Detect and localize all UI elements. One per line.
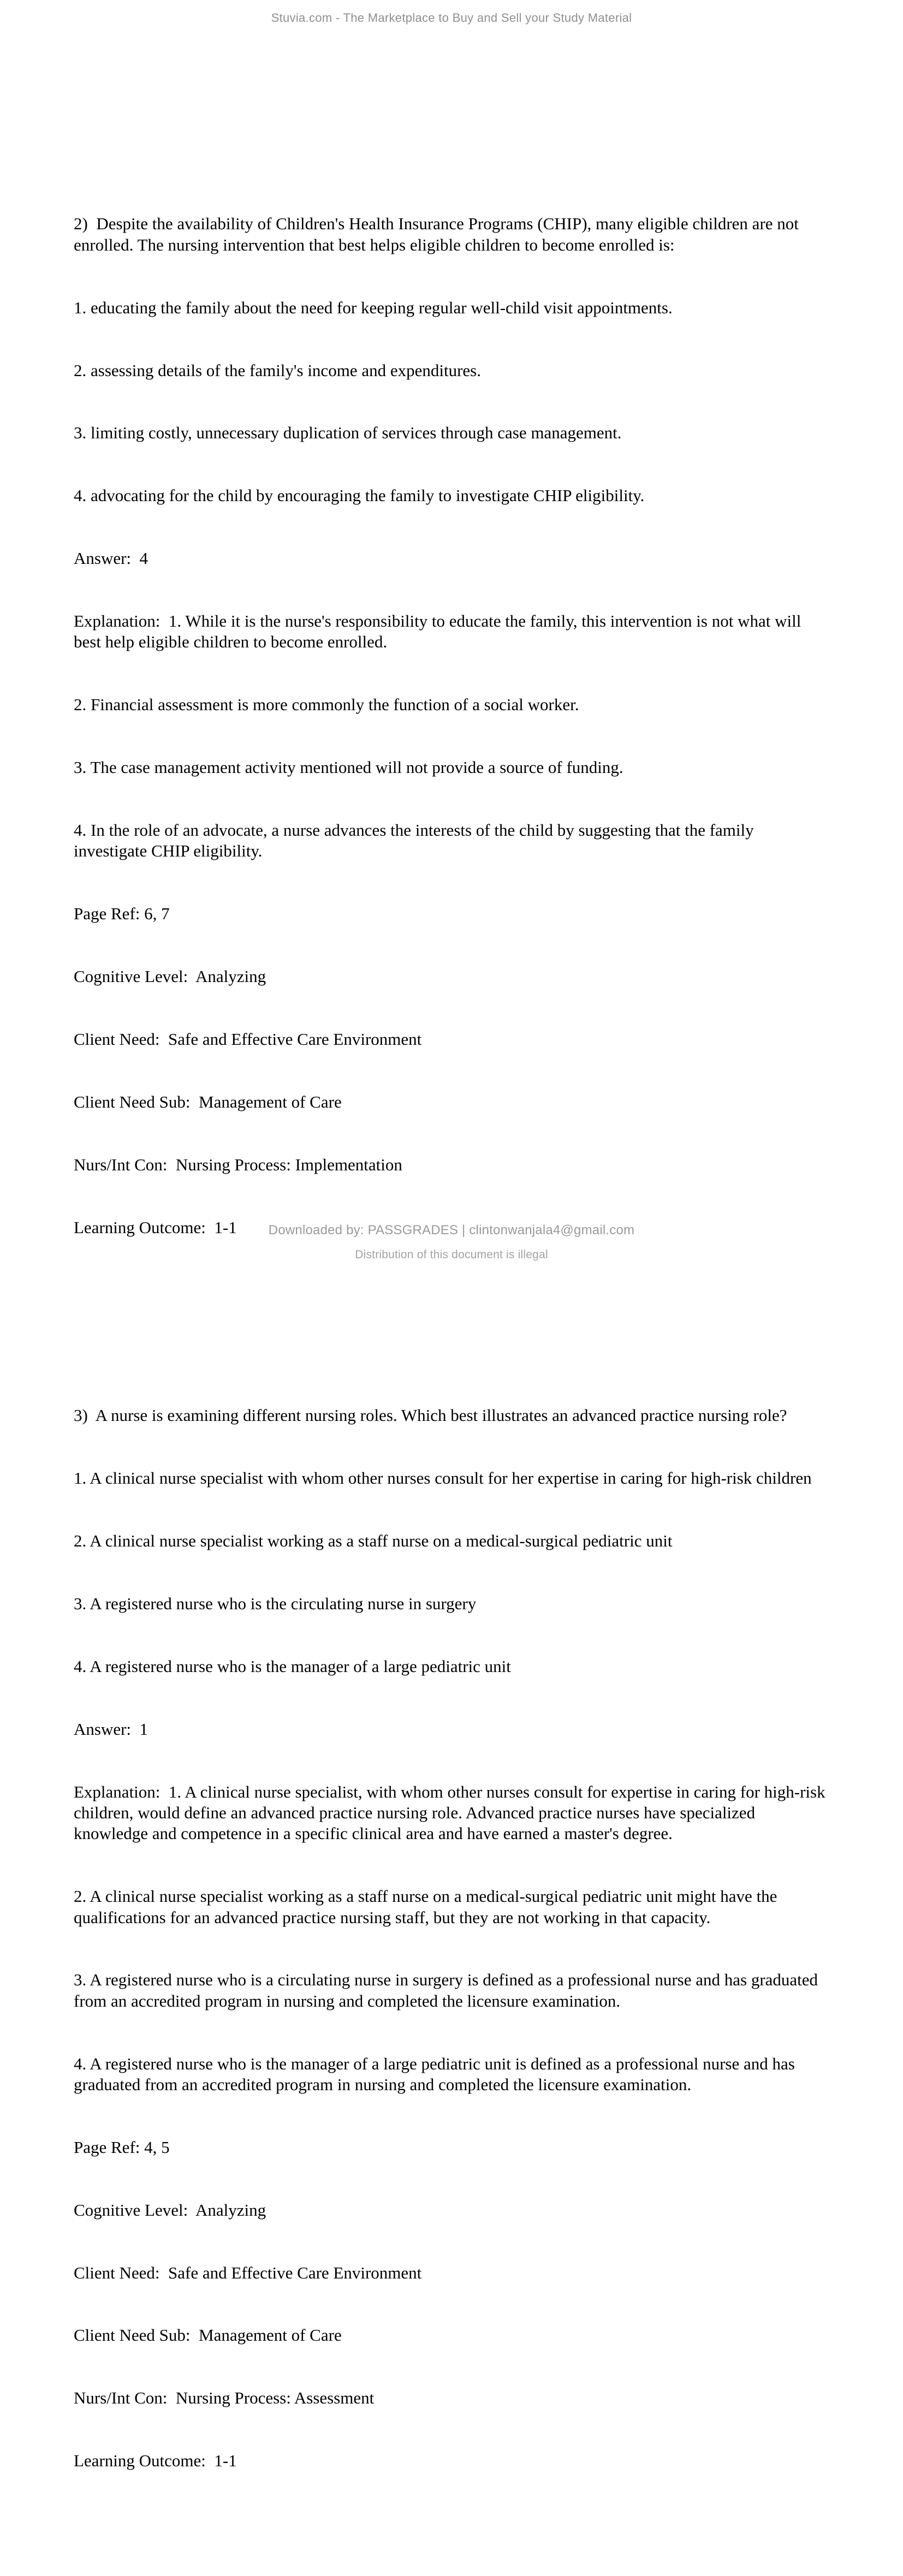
question-3-option-1: 1. A clinical nurse specialist with whom other nurses consult for her expertise in caring for high-risk children	[74, 1468, 812, 1488]
question-2-explanation-1: Explanation: 1. While it is the nurse's responsibility to educate the family, this intervention is not what will best help eligible children to become enrolled.	[74, 611, 806, 652]
question-3-client-need: Client Need: Safe and Effective Care Environment	[74, 2263, 422, 2282]
question-2-page-ref: Page Ref: 6, 7	[74, 904, 170, 924]
question-3-option-2: 2. A clinical nurse specialist working as a staff nurse on a medical-surgical pediatric unit	[74, 1531, 673, 1551]
question-2-client-need-sub: Client Need Sub: Management of Care	[74, 1092, 342, 1111]
question-3-cognitive-level: Cognitive Level: Analyzing	[74, 2200, 266, 2220]
question-3-client-need-sub: Client Need Sub: Management of Care	[74, 2325, 342, 2345]
question-3-nurs-int-con: Nurs/Int Con: Nursing Process: Assessment	[74, 2388, 375, 2408]
question-3-explanation-2: 2. A clinical nurse specialist working as a staff nurse on a medical-surgical pediatric unit might have the qualifications for an advanced practice nursing staff, but they are not working in that capacity.	[74, 1887, 782, 1927]
question-3-answer: Answer: 1	[74, 1719, 148, 1739]
question-3-page-ref: Page Ref: 4, 5	[74, 2137, 170, 2157]
question-2-explanation-3: 3. The case management activity mentioned will not provide a source of funding.	[74, 758, 623, 777]
footer-warning: Distribution of this document is illegal	[355, 1248, 548, 1261]
question-3-option-4: 4. A registered nurse who is the manager of a large pediatric unit	[74, 1656, 511, 1676]
question-2-client-need: Client Need: Safe and Effective Care Environment	[74, 1030, 422, 1049]
question-3-explanation-3: 3. A registered nurse who is a circulating nurse in surgery is defined as a professional nurse and has graduated from an accredited program in nursing and completed the licensure examination.	[74, 1970, 822, 2010]
question-2-nurs-int-con: Nurs/Int Con: Nursing Process: Implementation	[74, 1155, 402, 1174]
question-3-explanation-4: 4. A registered nurse who is the manager of a large pediatric unit is defined as a professional nurse and has graduated from an accredited program in nursing and completed the licensure examination.	[74, 2054, 799, 2094]
question-2-option-4: 4. advocating for the child by encouraging the family to investigate CHIP eligibility.	[74, 486, 645, 505]
question-2-option-2: 2. assessing details of the family's income and expenditures.	[74, 360, 481, 380]
question-2-cognitive-level: Cognitive Level: Analyzing	[74, 967, 266, 986]
question-block-3	[74, 1364, 829, 2513]
question-block-2	[74, 172, 829, 1280]
question-3-learning-outcome: Learning Outcome: 1-1	[74, 2451, 237, 2471]
question-3-stem: 3) A nurse is examining different nursing roles. Which best illustrates an advanced practice nursing role?	[74, 1406, 787, 1425]
question-2-explanation-4: 4. In the role of an advocate, a nurse advances the interests of the child by suggesting that the family investigate CHIP eligibility.	[74, 820, 758, 861]
footer-downloaded-by: Downloaded by: PASSGRADES | clintonwanjala4@gmail.com	[268, 1223, 635, 1238]
question-2-explanation-2: 2. Financial assessment is more commonly the function of a social worker.	[74, 695, 579, 715]
page-header	[0, 11, 903, 25]
header-watermark-text: Stuvia.com - The Marketplace to Buy and Sell your Study Material	[271, 11, 632, 25]
question-2-option-3: 3. limiting costly, unnecessary duplication of services through case management.	[74, 423, 622, 443]
question-2-stem: 2) Despite the availability of Children's Health Insurance Programs (CHIP), many eligible children are not enrolled. The nursing intervention that best helps eligible children to become enrolled is:	[74, 214, 803, 254]
question-3-option-3: 3. A registered nurse who is the circulating nurse in surgery	[74, 1594, 477, 1614]
document-content	[74, 109, 829, 2576]
question-3-explanation-1: Explanation: 1. A clinical nurse specialist, with whom other nurses consult for expertise in caring for high-risk children, would define an advanced practice nursing role. Advanced practice nurses have specialized knowledge and competence in a specific clinical area and have earned a master's degree.	[74, 1782, 830, 1843]
question-2-answer: Answer: 4	[74, 549, 148, 568]
question-2-option-1: 1. educating the family about the need for keeping regular well-child visit appointments.	[74, 298, 673, 317]
question-2-learning-outcome: Learning Outcome: 1-1	[74, 1217, 237, 1237]
